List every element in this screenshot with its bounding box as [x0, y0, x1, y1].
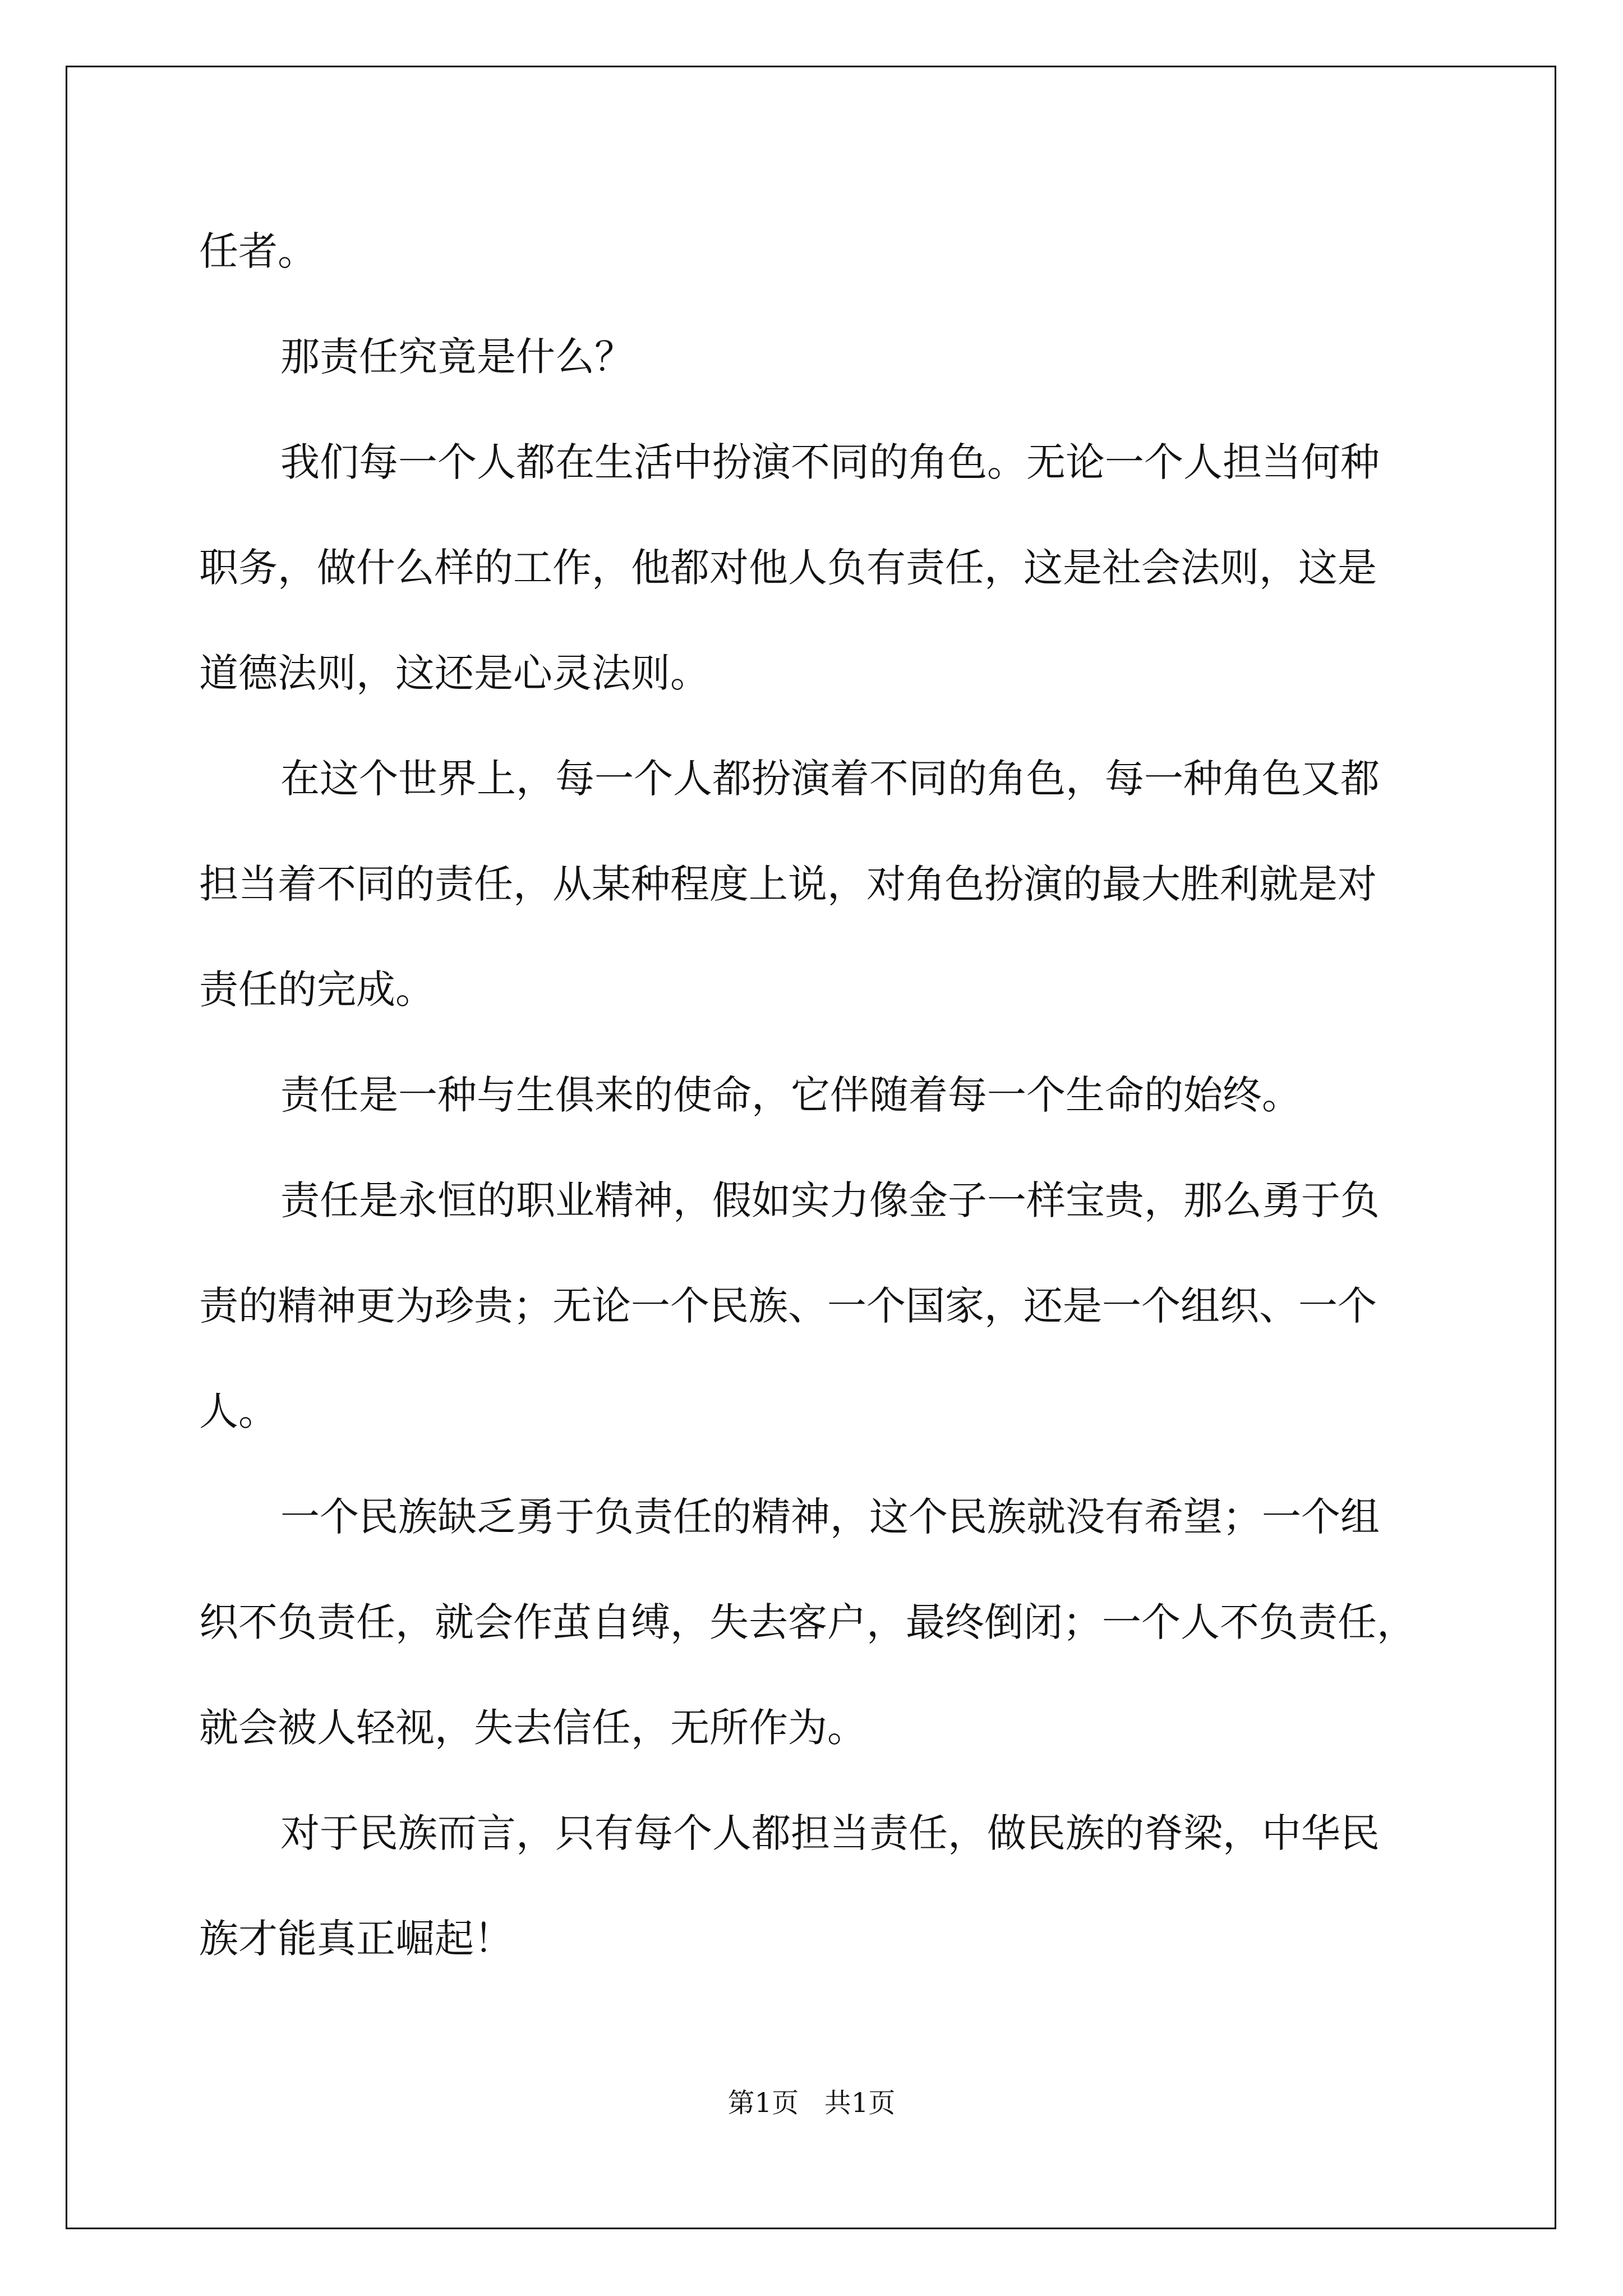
text-line: 责的精神更为珍贵；无论一个民族、一个国家，还是一个组织、一个 [199, 1283, 1377, 1329]
text-line: 那责任究竟是什么？ [280, 334, 634, 380]
text-line: 人。 [199, 1388, 278, 1434]
text-line: 责任是一种与生俱来的使命，它伴随着每一个生命的始终。 [280, 1072, 1301, 1118]
text-line: 就会被人轻视，失去信任，无所作为。 [199, 1705, 866, 1751]
text-line: 职务，做什么样的工作，他都对他人负有责任，这是社会法则，这是 [199, 545, 1377, 591]
text-line: 任者。 [199, 228, 317, 274]
text-line: 族才能真正崛起！ [199, 1916, 513, 1962]
text-line: 责任是永恒的职业精神，假如实力像金子一样宝贵，那么勇于负 [280, 1177, 1380, 1223]
text-line: 我们每一个人都在生活中扮演不同的角色。无论一个人担当何种 [280, 439, 1380, 485]
text-line: 担当着不同的责任，从某种程度上说，对角色扮演的最大胜利就是对 [199, 861, 1377, 907]
text-line: 一个民族缺乏勇于负责任的精神，这个民族就没有希望；一个组 [280, 1494, 1380, 1540]
page-number-footer: 第1页 共1页 [727, 2087, 896, 2119]
text-line: 责任的完成。 [199, 967, 435, 1013]
text-line: 织不负责任，就会作茧自缚，失去客户，最终倒闭；一个人不负责任， [199, 1599, 1416, 1645]
text-line: 在这个世界上，每一个人都扮演着不同的角色，每一种角色又都 [280, 756, 1380, 802]
document-body [199, 218, 1433, 2010]
text-line: 道德法则，这还是心灵法则。 [199, 650, 709, 696]
text-line: 对于民族而言，只有每个人都担当责任，做民族的脊梁，中华民 [280, 1810, 1380, 1856]
